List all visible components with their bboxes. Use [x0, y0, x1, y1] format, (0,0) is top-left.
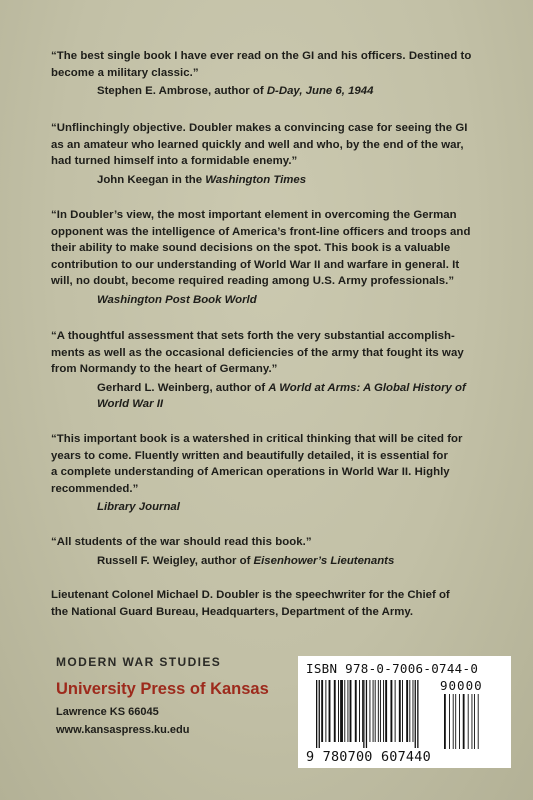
- barcode-bar: [355, 680, 357, 742]
- series-name: MODERN WAR STUDIES: [56, 655, 222, 669]
- blurb-attribution: Washington Post Book World: [97, 293, 257, 306]
- blurb-quote: “A thoughtful assessment that sets forth the very substantial accomplish- ments as well as the occasional deficiencies of the army that fought its way from Normandy to the heart of Germany.”: [51, 330, 464, 376]
- barcode-bar: [366, 680, 367, 748]
- barcode-bar: [385, 680, 387, 742]
- blurb-attribution: Library Journal: [97, 501, 180, 514]
- barcode-bar: [406, 680, 408, 742]
- barcode-bar: [362, 680, 363, 742]
- blurb-weigley: [51, 534, 501, 569]
- isbn-label: ISBN 978-0-7006-0744-0: [306, 661, 479, 676]
- barcode-bar: [390, 680, 392, 742]
- publisher-address: Lawrence KS 66045: [56, 706, 159, 718]
- blurb-keegan: [51, 120, 501, 188]
- barcode-bar: [415, 680, 416, 748]
- publisher-website: www.kansaspress.ku.edu: [56, 724, 190, 736]
- barcode-bar: [316, 680, 317, 748]
- barcode-bar: [468, 694, 469, 749]
- blurb-quote: “All students of the war should read this book.”: [51, 536, 312, 548]
- blurb-weinberg: [51, 328, 501, 413]
- barcode-bar: [321, 680, 323, 742]
- isbn-barcode: [298, 656, 511, 768]
- barcode-bar: [340, 680, 343, 742]
- barcode-bar: [444, 694, 446, 749]
- addon-barcode-bars: [444, 694, 479, 749]
- barcode-bar: [319, 680, 320, 748]
- barcode-bar: [380, 680, 381, 742]
- barcode-bar: [350, 680, 352, 742]
- barcode-bar: [363, 680, 364, 748]
- blurb-attribution: John Keegan in the Washington Times: [97, 173, 307, 186]
- barcode-bar: [378, 680, 379, 742]
- barcode-bar: [478, 694, 479, 749]
- about-author: Lieutenant Colonel Michael D. Doubler is the speechwriter for the Chief of the National Guard Bureau, Headquarters, Department of the Army.: [51, 589, 450, 618]
- barcode-bar: [347, 680, 348, 742]
- blurb-library-journal: [51, 431, 501, 516]
- barcode-bar: [359, 680, 360, 742]
- barcode-bar: [395, 680, 396, 742]
- blurb-attribution: Stephen E. Ambrose, author of D-Day, June 6, 1944: [97, 85, 374, 98]
- barcode-bar: [334, 680, 336, 742]
- blurb-quote: “This important book is a watershed in critical thinking that will be cited for years to come. Fluently written and beautifully detailed, it is essential for a complete understanding of American operations in World War II. Highly recommended.”: [51, 433, 463, 495]
- barcode-bar: [449, 694, 450, 749]
- blurb-washington-post: [51, 207, 501, 309]
- barcode-bar: [338, 680, 339, 742]
- barcode-bar: [402, 680, 403, 742]
- barcode-bar: [399, 680, 401, 742]
- blurb-ambrose: [51, 48, 501, 100]
- price-code: 90000: [440, 678, 483, 693]
- blurb-quote: “The best single book I have ever read on the GI and his officers. Destined to become a military classic.”: [51, 50, 472, 79]
- ean-barcode-bars: [316, 680, 419, 748]
- barcode-bar: [375, 680, 376, 742]
- barcode-bar: [329, 680, 331, 742]
- ean-digits: 9 780700 607440: [306, 749, 431, 765]
- barcode-bar: [453, 694, 454, 749]
- barcode-bar: [413, 680, 414, 742]
- blurb-quote: “In Doubler’s view, the most important element in overcoming the German opponent was the intelligence of America’s front-line officers and troops and their ability to make sound decisions on the spot. This book is a valuable contribution to our understanding of World War II and warfare in general. It will, no doubt, become required reading among U.S. Army professionals.”: [51, 209, 471, 288]
- barcode-bar: [325, 680, 326, 742]
- barcode-bar: [474, 694, 475, 749]
- barcode-bar: [463, 694, 465, 749]
- barcode-bar: [417, 680, 418, 748]
- blurb-attribution: Russell F. Weigley, author of Eisenhower’s Lieutenants: [97, 554, 395, 567]
- barcode-bar: [409, 680, 410, 742]
- barcode-bar: [344, 680, 345, 742]
- blurb-quote: “Unflinchingly objective. Doubler makes a convincing case for seeing the GI as an amateur who learned quickly and well and who, by the end of the war, had turned himself into a formidable enemy.”: [51, 122, 468, 168]
- publisher-name: University Press of Kansas: [56, 680, 269, 698]
- barcode-bar: [369, 680, 370, 742]
- barcode-bar: [383, 680, 384, 742]
- barcode-bar: [459, 694, 460, 749]
- blurb-attribution: Gerhard L. Weinberg, author of A World at Arms: A Global History of World War II: [97, 381, 466, 411]
- barcode-bar: [455, 694, 456, 749]
- barcode-bar: [373, 680, 374, 742]
- barcode-bar: [472, 694, 473, 749]
